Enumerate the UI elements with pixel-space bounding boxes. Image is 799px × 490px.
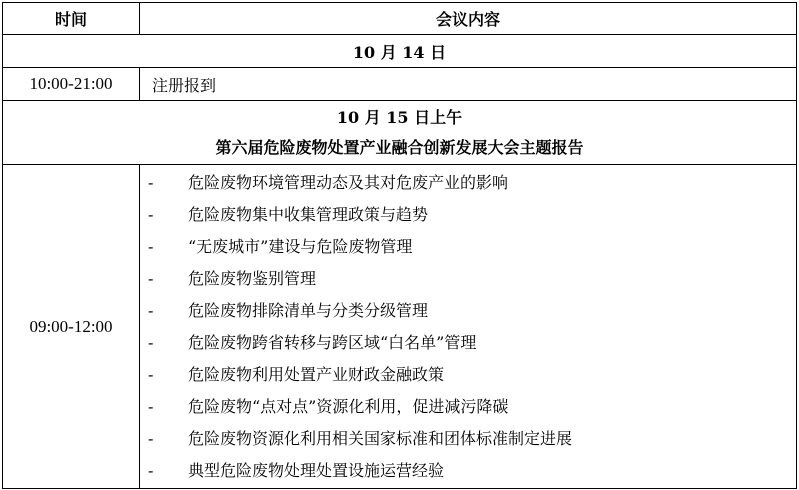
- topic-text: 典型危险废物处理处置设施运营经验: [188, 461, 445, 480]
- topic-text: “无废城市”建设与危险废物管理: [188, 237, 413, 256]
- bullet-dash: -: [148, 205, 154, 224]
- bullet-dash: -: [148, 365, 154, 384]
- schedule-table: [2, 2, 797, 489]
- section-row: [3, 101, 797, 165]
- bullet-dash: -: [148, 269, 154, 288]
- topics-cell: [140, 165, 797, 489]
- time-cell: 10:00-21:00: [3, 68, 140, 101]
- date-row-1: [3, 35, 797, 68]
- date-oct-15-morning: 10 月 15 日上午: [336, 107, 463, 127]
- topic-text: 危险废物跨省转移与跨区域“白名单”管理: [188, 333, 477, 352]
- section-title: 第六届危险废物处置产业融合创新发展大会主题报告: [215, 137, 584, 157]
- list-item: [140, 295, 796, 327]
- list-item: [140, 231, 796, 263]
- bullet-dash: -: [148, 301, 154, 320]
- time-cell: 09:00-12:00: [3, 165, 140, 489]
- list-item: [140, 167, 796, 199]
- header-content: 会议内容: [140, 3, 797, 35]
- list-item: [140, 391, 796, 423]
- topic-text: 危险废物资源化利用相关国家标准和团体标准制定进展: [188, 429, 573, 448]
- topic-text: 危险废物排除清单与分类分级管理: [188, 301, 429, 320]
- list-item: [140, 359, 796, 391]
- header-time: 时间: [3, 3, 140, 35]
- bullet-dash: -: [148, 173, 154, 192]
- table-row: [3, 68, 797, 101]
- topic-text: 危险废物环境管理动态及其对危废产业的影响: [188, 173, 509, 192]
- table-row: [3, 165, 797, 489]
- header-row: [3, 3, 797, 35]
- bullet-dash: -: [148, 397, 154, 416]
- bullet-dash: -: [148, 333, 154, 352]
- list-item: [140, 327, 796, 359]
- topic-text: 危险废物“点对点”资源化利用，促进减污降碳: [188, 397, 509, 416]
- topic-text: 危险废物鉴别管理: [188, 269, 317, 288]
- section-header: [3, 101, 797, 165]
- topic-text: 危险废物集中收集管理政策与趋势: [188, 205, 429, 224]
- list-item: [140, 199, 796, 231]
- bullet-dash: -: [148, 237, 154, 256]
- list-item: [140, 423, 796, 455]
- topic-text: 危险废物利用处置产业财政金融政策: [188, 365, 445, 384]
- bullet-dash: -: [148, 461, 154, 480]
- list-item: [140, 455, 796, 487]
- content-cell: 注册报到: [140, 68, 797, 101]
- list-item: [140, 263, 796, 295]
- date-oct-14: 10 月 14 日: [3, 35, 797, 68]
- bullet-dash: -: [148, 429, 154, 448]
- topic-list: [140, 165, 796, 488]
